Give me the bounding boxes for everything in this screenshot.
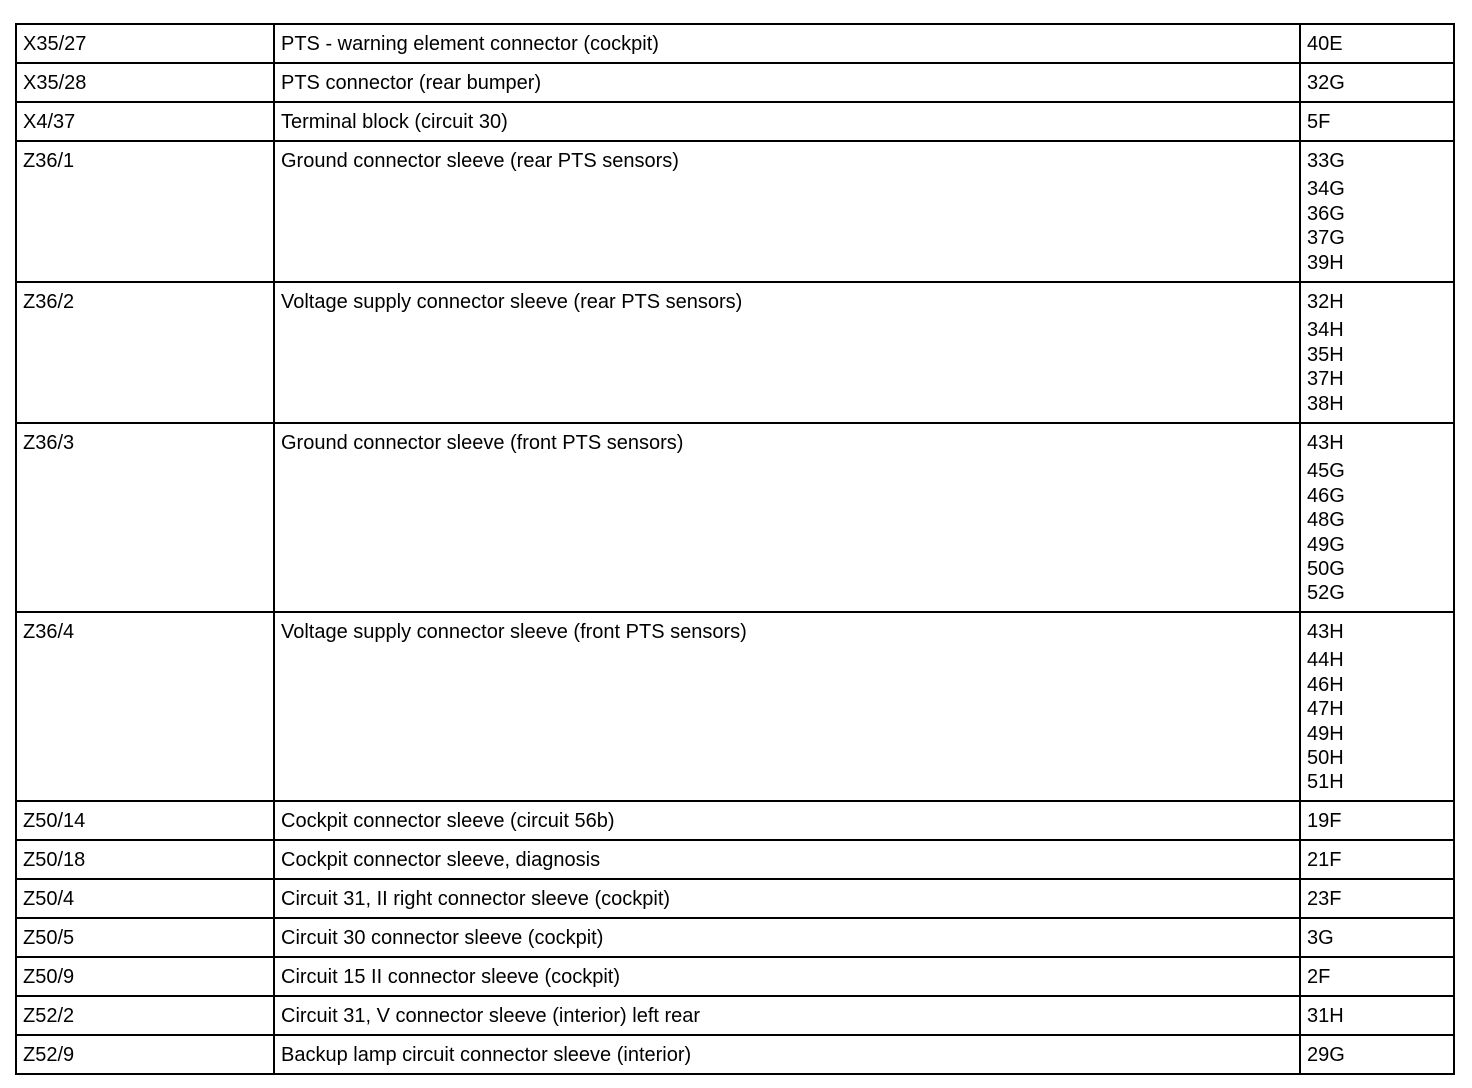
grid-location: 39H xyxy=(1307,251,1344,274)
grid-location: 21F xyxy=(1307,849,1342,871)
grid-location-cell xyxy=(1300,612,1454,801)
grid-location-cell xyxy=(1300,918,1454,957)
grid-location-cell xyxy=(1300,1035,1454,1074)
grid-location-list xyxy=(1307,965,1447,989)
grid-location: 38H xyxy=(1307,392,1344,415)
grid-location: 51H xyxy=(1307,771,1344,794)
legend-table-body xyxy=(16,24,1454,1074)
grid-location-cell xyxy=(1300,879,1454,918)
grid-location-list xyxy=(1307,848,1447,872)
grid-location-cell xyxy=(1300,996,1454,1035)
component-code-cell: Z50/9 xyxy=(16,957,274,996)
component-legend-table xyxy=(15,23,1455,1075)
grid-location: 37H xyxy=(1307,368,1344,391)
grid-location: 43H xyxy=(1307,432,1344,454)
component-code-cell: Z36/2 xyxy=(16,282,274,423)
component-code-cell: X35/28 xyxy=(16,63,274,102)
grid-location: 32G xyxy=(1307,72,1345,94)
component-description-cell: Voltage supply connector sleeve (front PTS sensors) xyxy=(274,612,1300,801)
component-code-cell: Z36/3 xyxy=(16,423,274,612)
grid-location-cell xyxy=(1300,282,1454,423)
grid-location: 23F xyxy=(1307,888,1342,910)
grid-location: 37G xyxy=(1307,227,1345,250)
table-row xyxy=(16,24,1454,63)
component-code-cell: Z36/4 xyxy=(16,612,274,801)
grid-location: 40E xyxy=(1307,33,1343,55)
grid-location-list xyxy=(1307,620,1447,795)
grid-location: 32H xyxy=(1307,291,1344,313)
grid-location-cell xyxy=(1300,957,1454,996)
table-row xyxy=(16,801,1454,840)
grid-location-cell xyxy=(1300,63,1454,102)
grid-location: 50G xyxy=(1307,558,1345,581)
table-row xyxy=(16,840,1454,879)
table-row xyxy=(16,423,1454,612)
grid-location-list xyxy=(1307,926,1447,950)
table-row xyxy=(16,282,1454,423)
grid-location: 49G xyxy=(1307,533,1345,556)
grid-location-cell xyxy=(1300,801,1454,840)
table-row xyxy=(16,957,1454,996)
component-description-cell: Circuit 31, II right connector sleeve (cockpit) xyxy=(274,879,1300,918)
table-row xyxy=(16,612,1454,801)
component-code-cell: X35/27 xyxy=(16,24,274,63)
grid-location-list xyxy=(1307,887,1447,911)
grid-location: 49H xyxy=(1307,722,1344,745)
component-description-cell: Voltage supply connector sleeve (rear PTS sensors) xyxy=(274,282,1300,423)
grid-location: 44H xyxy=(1307,649,1344,672)
grid-location: 48G xyxy=(1307,509,1345,532)
grid-location: 3G xyxy=(1307,927,1334,949)
table-row xyxy=(16,879,1454,918)
grid-location: 35H xyxy=(1307,343,1344,366)
grid-location: 52G xyxy=(1307,582,1345,605)
component-code-cell: Z50/18 xyxy=(16,840,274,879)
component-description-cell: Circuit 30 connector sleeve (cockpit) xyxy=(274,918,1300,957)
component-description-cell: Circuit 31, V connector sleeve (interior) left rear xyxy=(274,996,1300,1035)
grid-location-cell xyxy=(1300,24,1454,63)
grid-location: 43H xyxy=(1307,621,1344,643)
component-code-cell: Z52/9 xyxy=(16,1035,274,1074)
grid-location: 29G xyxy=(1307,1044,1345,1066)
component-code-cell: Z36/1 xyxy=(16,141,274,282)
table-row xyxy=(16,918,1454,957)
table-row xyxy=(16,1035,1454,1074)
grid-location: 36G xyxy=(1307,202,1345,225)
grid-location: 31H xyxy=(1307,1005,1344,1027)
grid-location-cell xyxy=(1300,423,1454,612)
grid-location: 46G xyxy=(1307,484,1345,507)
grid-location: 33G xyxy=(1307,150,1345,172)
component-code-cell: Z50/5 xyxy=(16,918,274,957)
component-code-cell: Z50/4 xyxy=(16,879,274,918)
grid-location-list xyxy=(1307,431,1447,606)
grid-location: 47H xyxy=(1307,698,1344,721)
component-code-cell: Z50/14 xyxy=(16,801,274,840)
component-description-cell: PTS - warning element connector (cockpit) xyxy=(274,24,1300,63)
grid-location-list xyxy=(1307,71,1447,95)
component-description-cell: Ground connector sleeve (front PTS sensors) xyxy=(274,423,1300,612)
grid-location: 19F xyxy=(1307,810,1342,832)
component-description-cell: Cockpit connector sleeve (circuit 56b) xyxy=(274,801,1300,840)
component-description-cell: PTS connector (rear bumper) xyxy=(274,63,1300,102)
grid-location: 46H xyxy=(1307,673,1344,696)
grid-location-list xyxy=(1307,110,1447,134)
component-description-cell: Circuit 15 II connector sleeve (cockpit) xyxy=(274,957,1300,996)
component-description-cell: Cockpit connector sleeve, diagnosis xyxy=(274,840,1300,879)
grid-location-list xyxy=(1307,809,1447,833)
grid-location: 50H xyxy=(1307,747,1344,770)
grid-location: 5F xyxy=(1307,111,1331,133)
table-row xyxy=(16,102,1454,141)
component-description-cell: Terminal block (circuit 30) xyxy=(274,102,1300,141)
grid-location: 2F xyxy=(1307,966,1331,988)
component-description-cell: Ground connector sleeve (rear PTS sensors) xyxy=(274,141,1300,282)
grid-location: 45G xyxy=(1307,460,1345,483)
component-description-cell: Backup lamp circuit connector sleeve (interior) xyxy=(274,1035,1300,1074)
grid-location: 34H xyxy=(1307,319,1344,342)
grid-location-list xyxy=(1307,149,1447,275)
grid-location-cell xyxy=(1300,102,1454,141)
grid-location: 34G xyxy=(1307,178,1345,201)
grid-location-cell xyxy=(1300,840,1454,879)
grid-location-list xyxy=(1307,32,1447,56)
component-code-cell: X4/37 xyxy=(16,102,274,141)
grid-location-cell xyxy=(1300,141,1454,282)
grid-location-list xyxy=(1307,290,1447,416)
table-row xyxy=(16,63,1454,102)
table-row xyxy=(16,141,1454,282)
grid-location-list xyxy=(1307,1004,1447,1028)
grid-location-list xyxy=(1307,1043,1447,1067)
table-row xyxy=(16,996,1454,1035)
component-code-cell: Z52/2 xyxy=(16,996,274,1035)
